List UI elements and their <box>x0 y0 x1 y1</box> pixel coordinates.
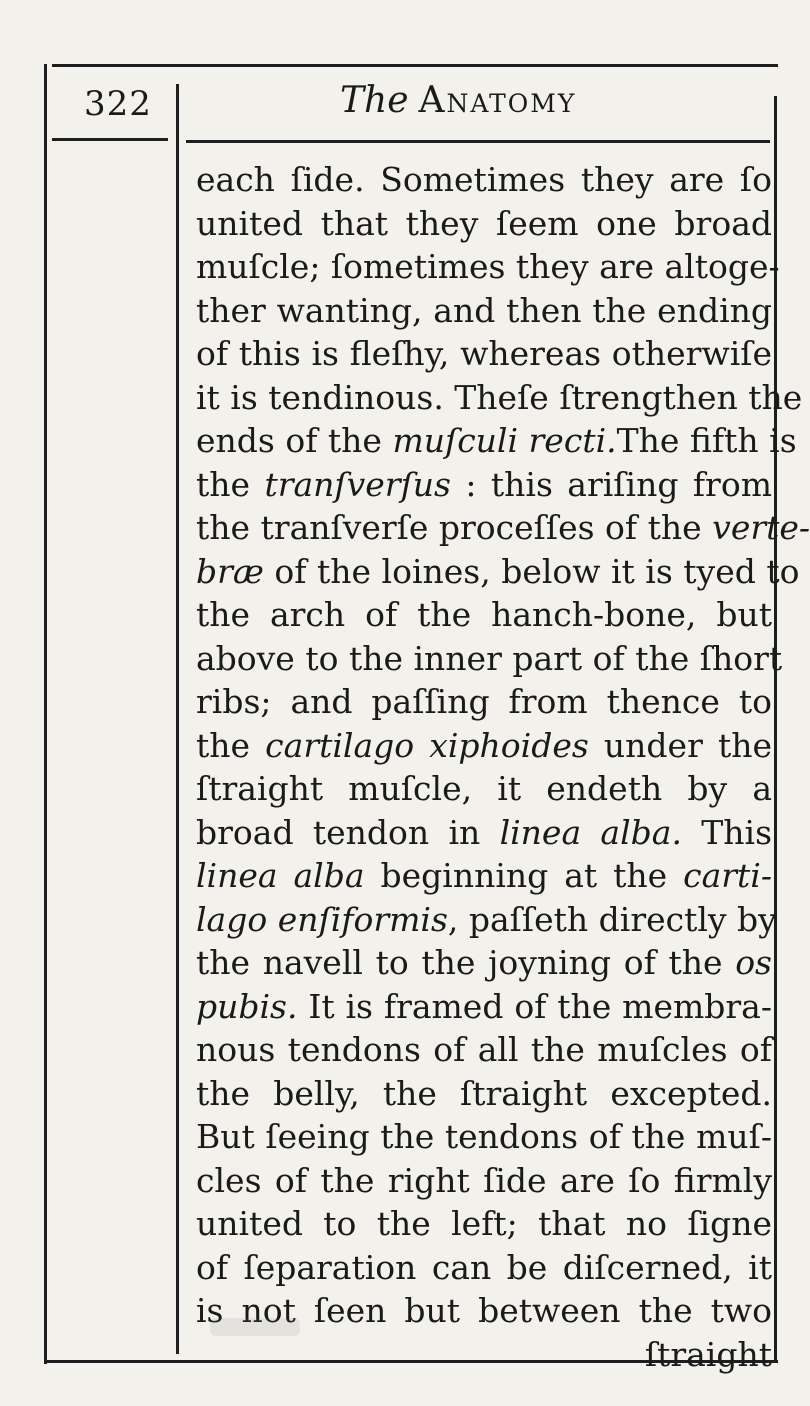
text-line <box>196 593 772 637</box>
text-line <box>196 550 800 594</box>
text-segment: ſtraight muſcle, it endeth by a <box>196 769 772 808</box>
text-segment: united to the left; that no ſigne <box>196 1204 772 1243</box>
text-line <box>196 1333 772 1377</box>
margin-column-rule <box>176 84 179 1354</box>
text-segment: cles of the right ſide are ſo firmly <box>196 1160 772 1200</box>
text-line <box>196 1115 772 1159</box>
text-line <box>196 637 783 681</box>
italic-term: linea alba <box>196 856 365 895</box>
text-segment: It is framed of the membra- <box>297 986 772 1026</box>
italic-term: tranſverſus <box>264 464 451 504</box>
text-segment: of this is fleſhy, whereas otherwiſe <box>196 334 772 373</box>
italic-term: verte- <box>712 508 810 547</box>
text-segment: ſtraight <box>644 1334 772 1374</box>
text-segment: is not ſeen but between the two <box>196 1291 772 1330</box>
text-line <box>196 1072 772 1116</box>
body-text <box>196 158 810 1376</box>
text-segment: the <box>196 725 266 765</box>
text-line <box>196 202 772 246</box>
text-segment: united that they ſeem one broad <box>196 203 772 243</box>
text-segment: it is tendinous. Theſe ſtrengthen the <box>196 377 803 417</box>
text-segment: the navell to the joyning of the <box>196 943 736 982</box>
running-head-the: The <box>340 80 409 121</box>
left-border-rule <box>44 64 47 1364</box>
italic-term: pubis. <box>196 986 298 1026</box>
text-line <box>196 898 777 942</box>
italic-term: lago enſiformis <box>196 899 448 939</box>
text-line <box>196 811 772 855</box>
running-head <box>340 80 576 121</box>
text-segment: the arch of the hanch-bone, but <box>196 595 772 634</box>
text-segment: muſcle; ſometimes they are altoge- <box>196 247 780 286</box>
text-line <box>196 332 772 376</box>
italic-term: cartilago xiphoides <box>265 725 589 765</box>
text-segment: nous tendons of all the muſcles of <box>196 1030 772 1069</box>
italic-term: muſculi recti. <box>392 421 617 460</box>
ink-smudge <box>210 1318 300 1336</box>
text-line <box>196 376 803 420</box>
text-segment: ribs; and paſſing from thence to <box>196 682 772 721</box>
text-line <box>196 724 772 768</box>
text-line <box>196 463 772 507</box>
text-line <box>196 941 772 985</box>
text-line <box>196 1028 772 1072</box>
text-segment: : this ariſing from <box>450 464 772 504</box>
text-segment: each ſide. Sometimes they are ſo <box>196 160 772 199</box>
text-line <box>196 419 797 463</box>
page-number-underline <box>52 138 168 141</box>
text-segment: ther wanting, and then the ending <box>196 290 772 330</box>
text-line <box>196 1246 772 1290</box>
text-line <box>196 854 772 898</box>
text-segment: beginning at the <box>364 856 684 895</box>
text-line <box>196 767 772 811</box>
text-segment: broad tendon in <box>196 812 500 852</box>
text-segment: of the loines, below it is tyed to <box>263 551 800 591</box>
italic-term: carti- <box>683 856 772 895</box>
text-segment: But ſeeing the tendons of the muſ- <box>196 1117 772 1156</box>
italic-term: bræ <box>196 551 264 591</box>
text-segment: above to the inner part of the ſhort <box>196 638 783 678</box>
text-segment: ends of the <box>196 421 393 460</box>
text-line <box>196 1159 772 1203</box>
italic-term: linea alba. <box>499 812 682 852</box>
text-segment: under the <box>588 725 772 765</box>
text-line <box>196 985 772 1029</box>
text-segment: This <box>681 812 773 852</box>
text-segment: the belly, the ſtraight excepted. <box>196 1073 772 1113</box>
text-line <box>196 158 772 202</box>
italic-term: os <box>735 943 772 982</box>
text-line <box>196 245 780 289</box>
text-segment: of ſeparation can be diſcerned, it <box>196 1247 772 1287</box>
text-segment: the tranſverſe proceſſes of the <box>196 508 713 547</box>
text-segment: The fifth is <box>616 421 797 460</box>
text-line <box>196 506 810 550</box>
text-line <box>196 289 772 333</box>
text-line <box>196 1202 772 1246</box>
running-head-title: Anatomy <box>418 80 577 121</box>
top-border-rule <box>52 64 778 67</box>
text-segment: , paſſeth directly by <box>447 899 777 939</box>
page-number: 322 <box>84 84 152 124</box>
text-line <box>196 680 772 724</box>
text-segment: the <box>196 464 265 504</box>
running-head-underline <box>186 140 770 143</box>
